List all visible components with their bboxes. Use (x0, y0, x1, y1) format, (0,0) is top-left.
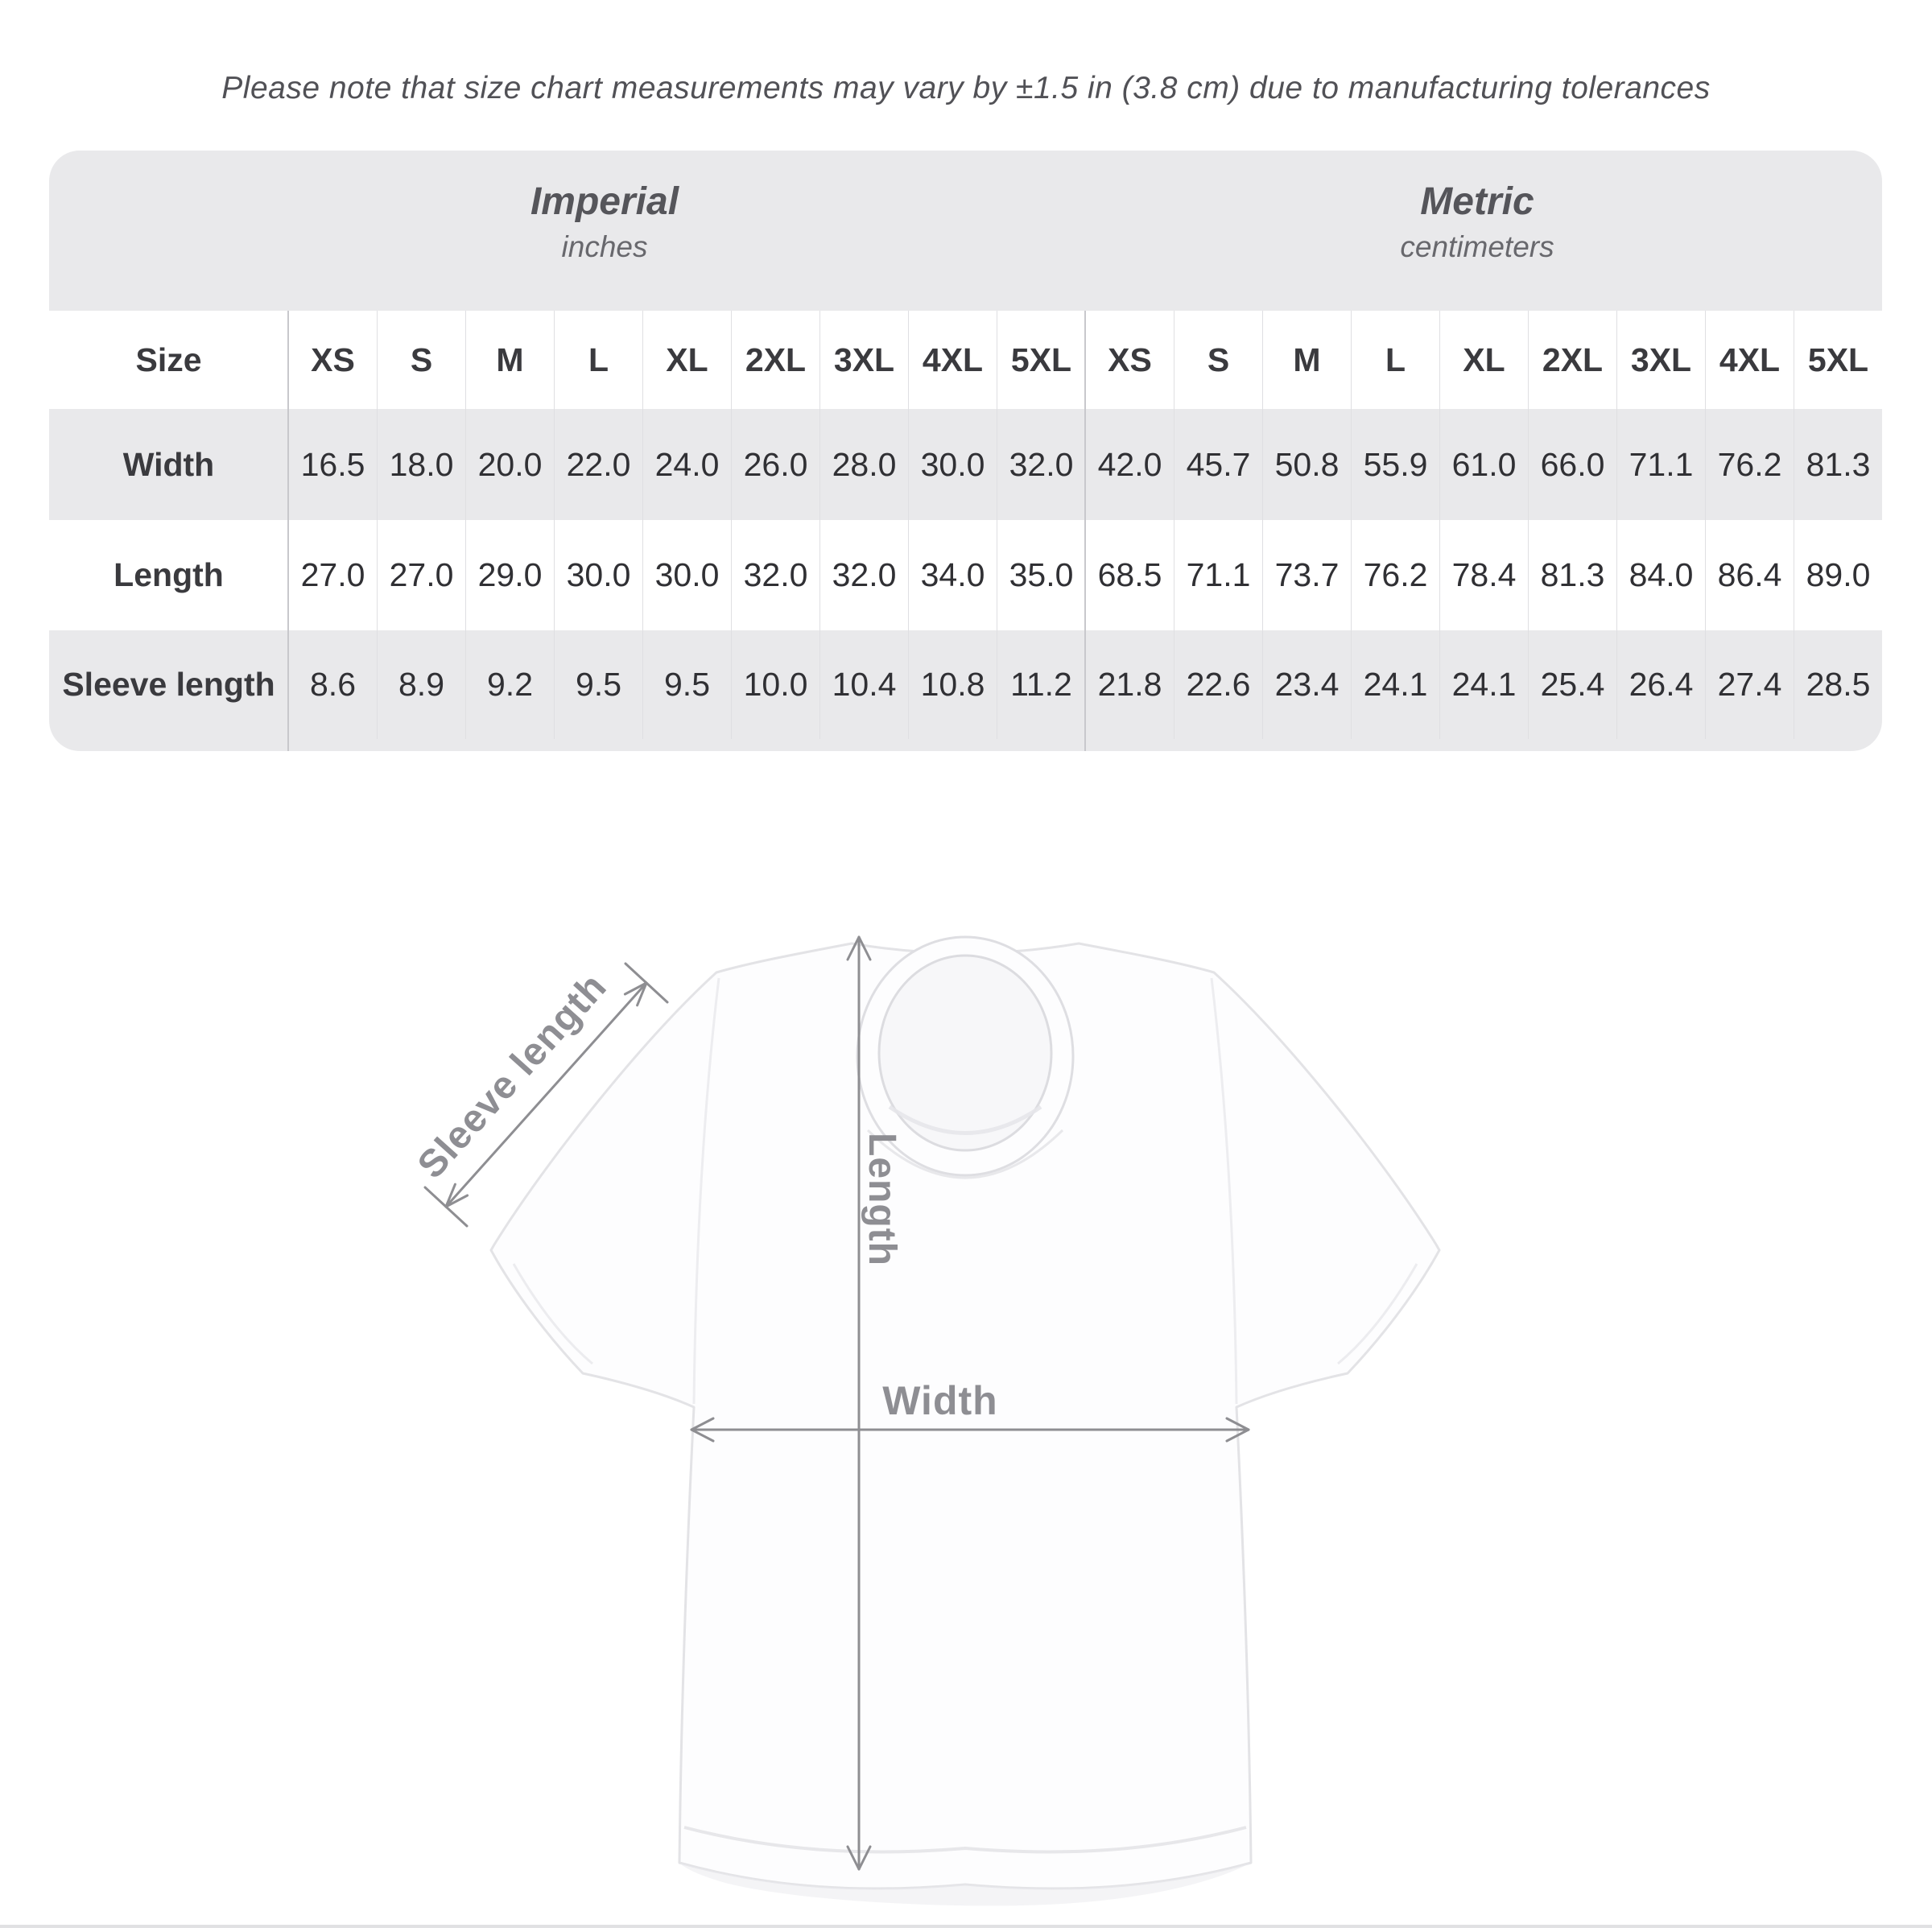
measurement-cell: 8.6 (288, 630, 377, 739)
size-col-header: 4XL (1705, 311, 1794, 409)
measurement-cell: 30.0 (908, 409, 997, 520)
size-col-header: 5XL (997, 311, 1085, 409)
measurement-cell: 50.8 (1262, 409, 1351, 520)
measurement-cell: 32.0 (731, 520, 819, 630)
measurement-cell: 81.3 (1794, 409, 1882, 520)
size-col-header: 2XL (731, 311, 819, 409)
measurement-cell: 76.2 (1705, 409, 1794, 520)
measurement-cell: 73.7 (1262, 520, 1351, 630)
measurement-cell: 8.9 (377, 630, 465, 739)
measurement-cell: 10.0 (731, 630, 819, 739)
size-col-header: XL (1439, 311, 1528, 409)
size-col-header: XL (642, 311, 731, 409)
size-col-header: S (1174, 311, 1262, 409)
measurement-cell: 81.3 (1528, 520, 1616, 630)
unit-title-metric: Metric (1420, 180, 1534, 223)
row-label: Length (49, 520, 288, 630)
size-col-header: L (554, 311, 642, 409)
width-label: Width (882, 1378, 998, 1423)
tolerance-note: Please note that size chart measurements may vary by ±1.5 in (3.8 cm) due to manufacturing tolerances (221, 71, 1711, 105)
measurement-cell: 71.1 (1616, 409, 1705, 520)
measurement-cell: 30.0 (554, 520, 642, 630)
size-col-header: 2XL (1528, 311, 1616, 409)
collar-opening (879, 956, 1051, 1150)
size-header-label: Size (49, 311, 288, 409)
measurement-cell: 9.2 (465, 630, 554, 739)
size-col-header: S (377, 311, 465, 409)
size-col-header: XS (1085, 311, 1174, 409)
size-col-header: 3XL (819, 311, 908, 409)
measurement-cell: 9.5 (642, 630, 731, 739)
measurement-cell: 24.0 (642, 409, 731, 520)
measurement-cell: 11.2 (997, 630, 1085, 739)
measurement-cell: 25.4 (1528, 630, 1616, 739)
length-label: Length (861, 1133, 903, 1266)
unit-title-imperial: Imperial (530, 180, 679, 223)
size-col-header: 3XL (1616, 311, 1705, 409)
measurement-cell: 32.0 (819, 520, 908, 630)
measurement-cell: 16.5 (288, 409, 377, 520)
measurement-cell: 26.4 (1616, 630, 1705, 739)
measurement-cell: 22.6 (1174, 630, 1262, 739)
measurement-cell: 89.0 (1794, 520, 1882, 630)
measurement-cell: 61.0 (1439, 409, 1528, 520)
measurement-cell: 28.5 (1794, 630, 1882, 739)
measurement-cell: 35.0 (997, 520, 1085, 630)
measurement-cell: 20.0 (465, 409, 554, 520)
measurement-cell: 27.4 (1705, 630, 1794, 739)
measurement-cell: 34.0 (908, 520, 997, 630)
measurement-cell: 86.4 (1705, 520, 1794, 630)
measurement-cell: 71.1 (1174, 520, 1262, 630)
measurement-cell: 68.5 (1085, 520, 1174, 630)
measurement-cell: 28.0 (819, 409, 908, 520)
measurement-cell: 27.0 (377, 520, 465, 630)
measurement-cell: 23.4 (1262, 630, 1351, 739)
size-col-header: M (465, 311, 554, 409)
measurement-cell: 24.1 (1439, 630, 1528, 739)
measurement-cell: 32.0 (997, 409, 1085, 520)
measurement-cell: 10.4 (819, 630, 908, 739)
sleeve-length-label: Sleeve length (409, 965, 616, 1187)
unit-subtitle-inches: inches (561, 230, 648, 263)
size-col-header: 4XL (908, 311, 997, 409)
measurement-cell: 76.2 (1351, 520, 1439, 630)
size-col-header: XS (288, 311, 377, 409)
bottom-edge-line (0, 1925, 1932, 1928)
measurement-cell: 21.8 (1085, 630, 1174, 739)
measurement-cell: 10.8 (908, 630, 997, 739)
measurement-cell: 55.9 (1351, 409, 1439, 520)
measurement-cell: 24.1 (1351, 630, 1439, 739)
measurement-cell: 84.0 (1616, 520, 1705, 630)
measurement-cell: 45.7 (1174, 409, 1262, 520)
measurement-cell: 29.0 (465, 520, 554, 630)
measurement-cell: 30.0 (642, 520, 731, 630)
row-label: Sleeve length (62, 666, 275, 703)
measurement-cell: 78.4 (1439, 520, 1528, 630)
size-col-header: M (1262, 311, 1351, 409)
measurement-cell: 27.0 (288, 520, 377, 630)
measurement-cell: 66.0 (1528, 409, 1616, 520)
measurement-cell: 26.0 (731, 409, 819, 520)
measurement-cell: 18.0 (377, 409, 465, 520)
measurement-cell: 22.0 (554, 409, 642, 520)
unit-subtitle-centimeters: centimeters (1400, 230, 1554, 263)
size-col-header: L (1351, 311, 1439, 409)
size-col-header: 5XL (1794, 311, 1882, 409)
measurement-cell: 9.5 (554, 630, 642, 739)
row-label: Width (122, 445, 215, 483)
measurement-cell: 42.0 (1085, 409, 1174, 520)
